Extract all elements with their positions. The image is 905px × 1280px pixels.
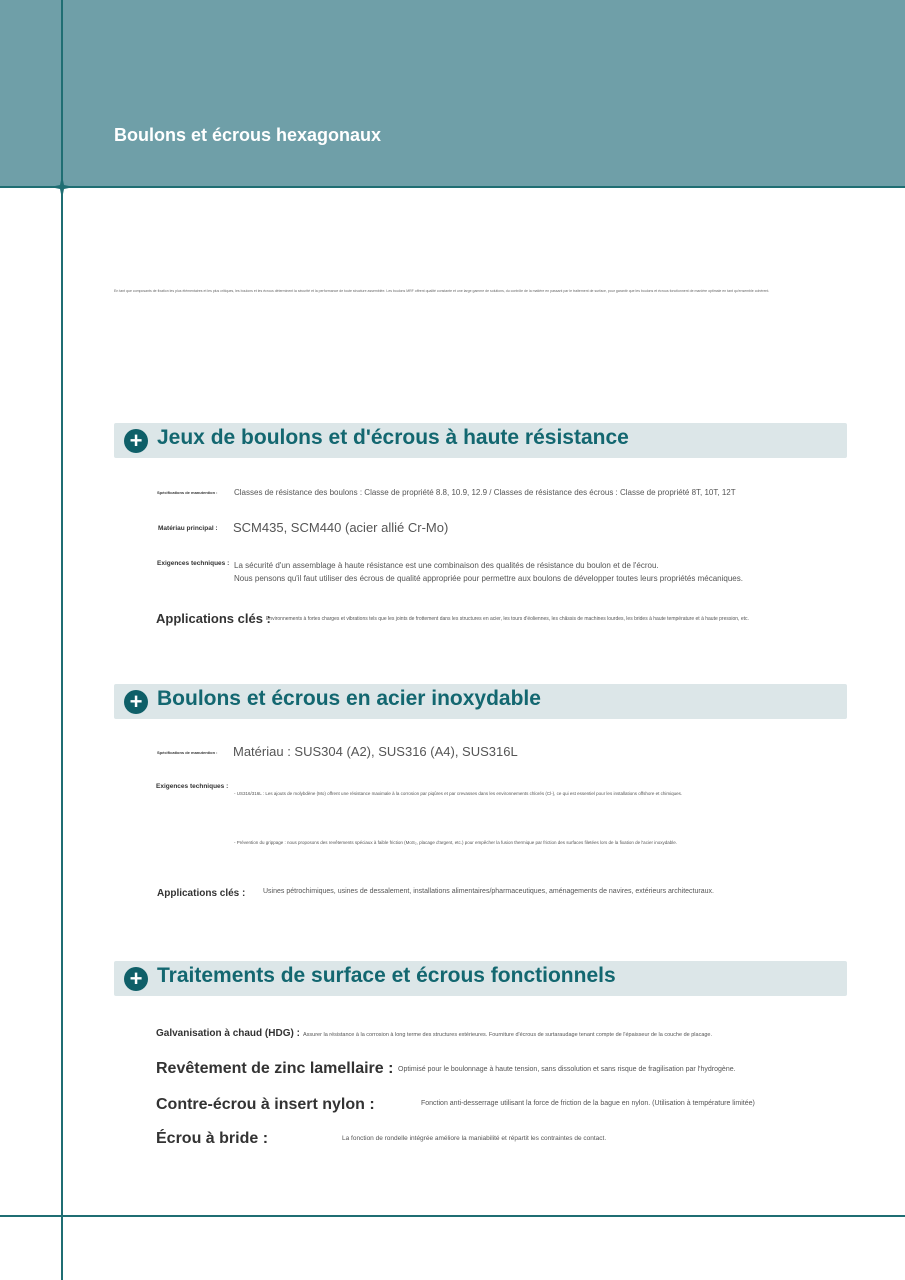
section-header-surface (114, 961, 847, 996)
apps-label: Applications clés : (156, 611, 271, 626)
section-title: Traitements de surface et écrous fonctionnels (157, 964, 616, 987)
material-label: Matériau principal : (158, 525, 218, 532)
zinc-flake-label: Revêtement de zinc lamellaire : (156, 1060, 394, 1077)
tech-line-1: La sécurité d'un assemblage à haute résistance est une combinaison des qualités de résistance du boulon et de l'écrou. (234, 561, 659, 570)
plus-icon: + (124, 967, 148, 991)
tech-label: Exigences techniques : (156, 783, 229, 790)
hdg-label: Galvanisation à chaud (HDG) : (156, 1028, 300, 1039)
section-title: Boulons et écrous en acier inoxydable (157, 687, 541, 710)
apps-value: Environnements à fortes charges et vibrations tels que les joints de frottement dans les structures en acier, les tours d'éoliennes, les châssis de machines lourdes, les brides à haute température et à haute pression, etc. (266, 616, 749, 622)
apps-value: Usines pétrochimiques, usines de dessalement, installations alimentaires/pharmaceutiques, aménagements de navires, extérieurs architecturaux. (263, 888, 714, 895)
apps-label: Applications clés : (157, 888, 246, 899)
material-value: SCM435, SCM440 (acier allié Cr-Mo) (233, 520, 449, 535)
sparkle-icon (50, 175, 74, 199)
flange-nut-value: La fonction de rondelle intégrée améliore la maniabilité et répartit les contraintes de contact. (342, 1135, 607, 1142)
tech-line-2: Nous pensons qu'il faut utiliser des écrous de qualité appropriée pour permettre aux boulons de développer toutes leurs propriétés mécaniques. (234, 574, 743, 583)
flange-nut-label: Écrou à bride : (156, 1130, 269, 1147)
spec-value: Classes de résistance des boulons : Classe de propriété 8.8, 10.9, 12.9 / Classes de résistance des écrous : Classe de propriété 8T, 10T, 12T (234, 488, 736, 497)
nylon-insert-value: Fonction anti-desserrage utilisant la force de friction de la bague en nylon. (Utilisation à température limitée) (421, 1100, 755, 1107)
plus-icon: + (124, 429, 148, 453)
section-header-high-strength (114, 423, 847, 458)
spec-value: Matériau : SUS304 (A2), SUS316 (A4), SUS316L (233, 744, 518, 759)
zinc-flake-value: Optimisé pour le boulonnage à haute tension, sans dissolution et sans risque de fragilisation par l'hydrogène. (398, 1066, 736, 1073)
header-divider (0, 186, 905, 188)
intro-paragraph: En tant que composants de fixation les plus élémentaires et les plus critiques, les boulons et les écrous déterminent la sécurité et la performance de toute structure assemblée. Les boulons MRF offrent qualité constante et une large gamme de solutions, du contrôle de la matière en passant par le traitement de surface, pour garantir que les boulons et écrous fonctionnent de manière optimale en tant qu'ensemble cohérent. (114, 289, 770, 293)
section-title: Jeux de boulons et d'écrous à haute résistance (157, 426, 629, 449)
tech-label: Exigences techniques : (157, 560, 230, 567)
plus-icon: + (124, 690, 148, 714)
spec-label: Spécifications de manutention : (157, 750, 218, 755)
hdg-value: Assurer la résistance à la corrosion à long terme des structures extérieures. Fourniture d'écrous de surtaraudage tenant compte de l'épaisseur de la couche de placage. (303, 1032, 713, 1038)
nylon-insert-label: Contre-écrou à insert nylon : (156, 1096, 375, 1113)
section-header-stainless (114, 684, 847, 719)
page-title: Boulons et écrous hexagonaux (114, 125, 382, 145)
footer-rule (0, 1215, 905, 1217)
spec-label: Spécifications de manutention : (157, 490, 218, 495)
tech-line-1: - US316/316L : Les ajouts de molybdène (Mo) offrent une résistance maximale à la corrosion par piqûres et par crevasses dans les environnements chlorés (Cl-), ce qui est essentiel pour les installations offshore et chimiques. (234, 791, 683, 796)
page-header (0, 0, 905, 187)
tech-line-2: - Prévention du grippage : nous proposons des revêtements spéciaux à faible friction (MoS₂, placage d'argent, etc.) pour empêcher la fusion thermique par friction des surfaces filetées lors de la fixation de l'acier inoxydable. (234, 840, 677, 845)
